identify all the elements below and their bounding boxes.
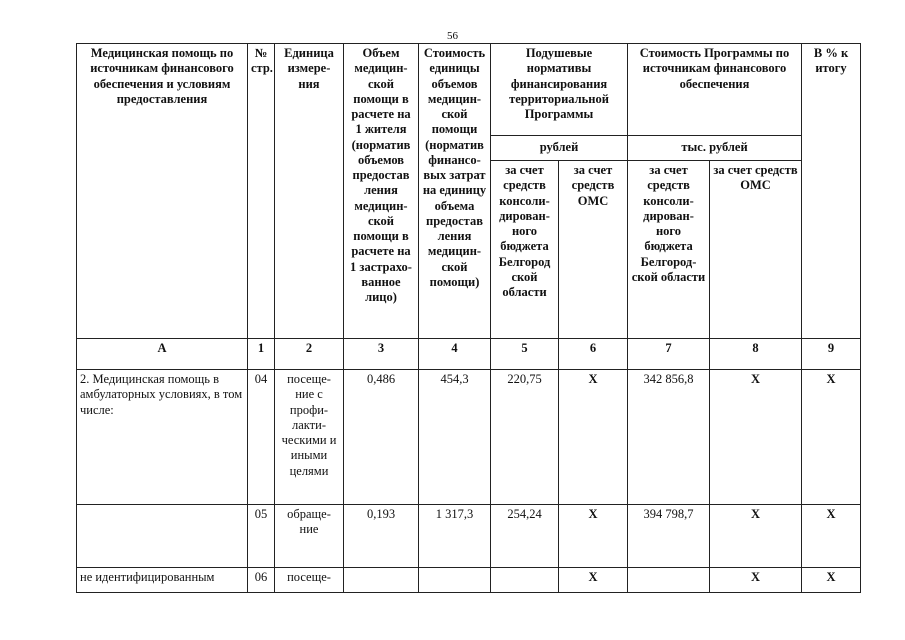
table-row xyxy=(77,370,861,505)
row-cost-budget: 342 856,8 xyxy=(628,370,710,505)
row-unit-cost: 454,3 xyxy=(419,370,491,505)
table-row xyxy=(77,505,861,568)
row-per-capita-oms: Х xyxy=(559,568,628,593)
header-unit-thous-rub: тыс. рублей xyxy=(628,136,802,161)
index-cell: А xyxy=(77,339,248,370)
header-col-4: Стоимость единицы объемов медицин-ской помощи (норматив финансо-вых затрат на единицу объема предостав ления медицин-ской помощи) xyxy=(419,44,491,339)
index-cell: 1 xyxy=(248,339,275,370)
index-cell: 2 xyxy=(275,339,344,370)
index-cell: 9 xyxy=(802,339,861,370)
header-col-7: за счет средств консоли-дирован-ного бюджета Белгород-ской области xyxy=(628,161,710,339)
row-unit: посеще- xyxy=(275,568,344,593)
row-label: не идентифицированным xyxy=(77,568,248,593)
row-volume: 0,193 xyxy=(344,505,419,568)
header-unit-rub: рублей xyxy=(491,136,628,161)
financing-table xyxy=(76,43,861,593)
row-per-capita-budget xyxy=(491,568,559,593)
row-unit: обраще-ние xyxy=(275,505,344,568)
row-per-capita-budget: 220,75 xyxy=(491,370,559,505)
row-volume: 0,486 xyxy=(344,370,419,505)
header-group-per-capita: Подушевые нормативы финансирования территориальной Программы xyxy=(491,44,628,136)
row-per-capita-oms: Х xyxy=(559,370,628,505)
row-per-capita-oms: Х xyxy=(559,505,628,568)
index-cell: 5 xyxy=(491,339,559,370)
header-col-9: В % к итогу xyxy=(802,44,861,339)
table-row xyxy=(77,568,861,593)
row-number: 05 xyxy=(248,505,275,568)
index-cell: 8 xyxy=(710,339,802,370)
row-percent: Х xyxy=(802,505,861,568)
header-col-3: Объем медицин-ской помощи в расчете на 1 жителя (норматив объемов предостав ления медицин-ской помощи в расчете на 1 застрахо-ванное лицо) xyxy=(344,44,419,339)
row-cost-oms: Х xyxy=(710,568,802,593)
header-col-1: № стр. xyxy=(248,44,275,339)
row-cost-oms: Х xyxy=(710,505,802,568)
row-number: 06 xyxy=(248,568,275,593)
header-col-5: за счет средств консоли-дирован-ного бюджета Белгород ской области xyxy=(491,161,559,339)
row-unit-cost xyxy=(419,568,491,593)
row-unit-cost: 1 317,3 xyxy=(419,505,491,568)
row-per-capita-budget: 254,24 xyxy=(491,505,559,568)
header-col-8: за счет средств ОМС xyxy=(710,161,802,339)
row-volume xyxy=(344,568,419,593)
row-number: 04 xyxy=(248,370,275,505)
index-cell: 7 xyxy=(628,339,710,370)
header-col-a: Медицинская помощь по источникам финансового обеспечения и условиям предоставления xyxy=(77,44,248,339)
header-group-cost: Стоимость Программы по источникам финансового обеспечения xyxy=(628,44,802,136)
row-label: 2. Медицинская помощь в амбулаторных условиях, в том числе: xyxy=(77,370,248,505)
row-cost-oms: Х xyxy=(710,370,802,505)
index-cell: 6 xyxy=(559,339,628,370)
row-cost-budget xyxy=(628,568,710,593)
row-cost-budget: 394 798,7 xyxy=(628,505,710,568)
index-row xyxy=(77,339,861,370)
row-percent: Х xyxy=(802,370,861,505)
header-col-6: за счет средств ОМС xyxy=(559,161,628,339)
index-cell: 4 xyxy=(419,339,491,370)
row-label xyxy=(77,505,248,568)
header-row-1 xyxy=(77,44,861,136)
row-percent: Х xyxy=(802,568,861,593)
header-col-2: Единица измере-ния xyxy=(275,44,344,339)
row-unit: посеще-ние с профи-лакти-ческими и иными целями xyxy=(275,370,344,505)
page-number: 56 xyxy=(447,30,458,42)
index-cell: 3 xyxy=(344,339,419,370)
